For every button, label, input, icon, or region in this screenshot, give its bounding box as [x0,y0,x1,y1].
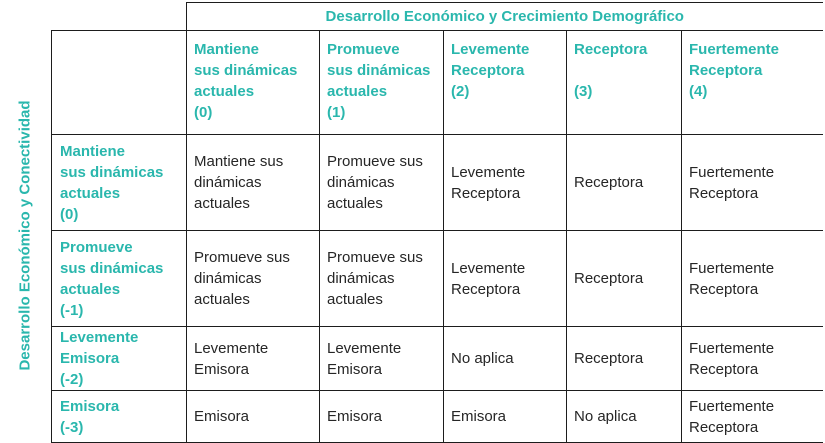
table-cell: Receptora [567,327,682,391]
table-cell: Levemente Emisora [320,327,444,391]
column-header [567,31,682,135]
column-header-label: Receptora (3) [574,41,648,100]
row-header: Emisora (-3) [52,391,187,443]
column-header-label: Promueve sus dinámicas actuales (1) [327,41,431,121]
table-cell: Fuertemente Receptora [682,327,823,391]
title-row [52,3,823,31]
table-cell: Fuertemente Receptora [682,231,823,327]
table-cell: Fuertemente Receptora [682,391,823,443]
table-cell: No aplica [444,327,567,391]
column-header-label: Mantiene sus dinámicas actuales (0) [194,41,298,121]
table-cell: Promueve sus dinámicas actuales [320,231,444,327]
column-header [187,31,320,135]
table-cell: No aplica [567,391,682,443]
column-header [682,31,823,135]
table-cell: Receptora [567,135,682,231]
table-row [52,327,823,391]
table-cell: Emisora [187,391,320,443]
table-cell: Fuertemente Receptora [682,135,823,231]
corner-cell [52,31,187,135]
side-axis-title-text: Desarrollo Económico y Conectividad [17,99,35,371]
table-cell: Mantiene sus dinámicas actuales [187,135,320,231]
column-header [444,31,567,135]
column-header [320,31,444,135]
table-cell: Receptora [567,231,682,327]
row-header: Promueve sus dinámicas actuales (-1) [52,231,187,327]
column-header-label: Levemente Receptora (2) [451,41,530,100]
table-row [52,135,823,231]
classification-matrix [51,2,823,443]
table-row [52,391,823,443]
table-row [52,231,823,327]
column-header-row [52,31,823,135]
side-axis-title [0,30,51,440]
corner-spacer [52,3,187,31]
row-header: Mantiene sus dinámicas actuales (0) [52,135,187,231]
table-cell: Promueve sus dinámicas actuales [320,135,444,231]
table-cell: Emisora [444,391,567,443]
table-cell: Promueve sus dinámicas actuales [187,231,320,327]
table-cell: Emisora [320,391,444,443]
top-axis-title: Desarrollo Económico y Crecimiento Demográfico [187,3,823,31]
table-cell: Levemente Emisora [187,327,320,391]
table-cell: Levemente Receptora [444,231,567,327]
row-header: Levemente Emisora (-2) [52,327,187,391]
column-header-label: Fuertemente Receptora (4) [689,41,780,100]
table-cell: Levemente Receptora [444,135,567,231]
